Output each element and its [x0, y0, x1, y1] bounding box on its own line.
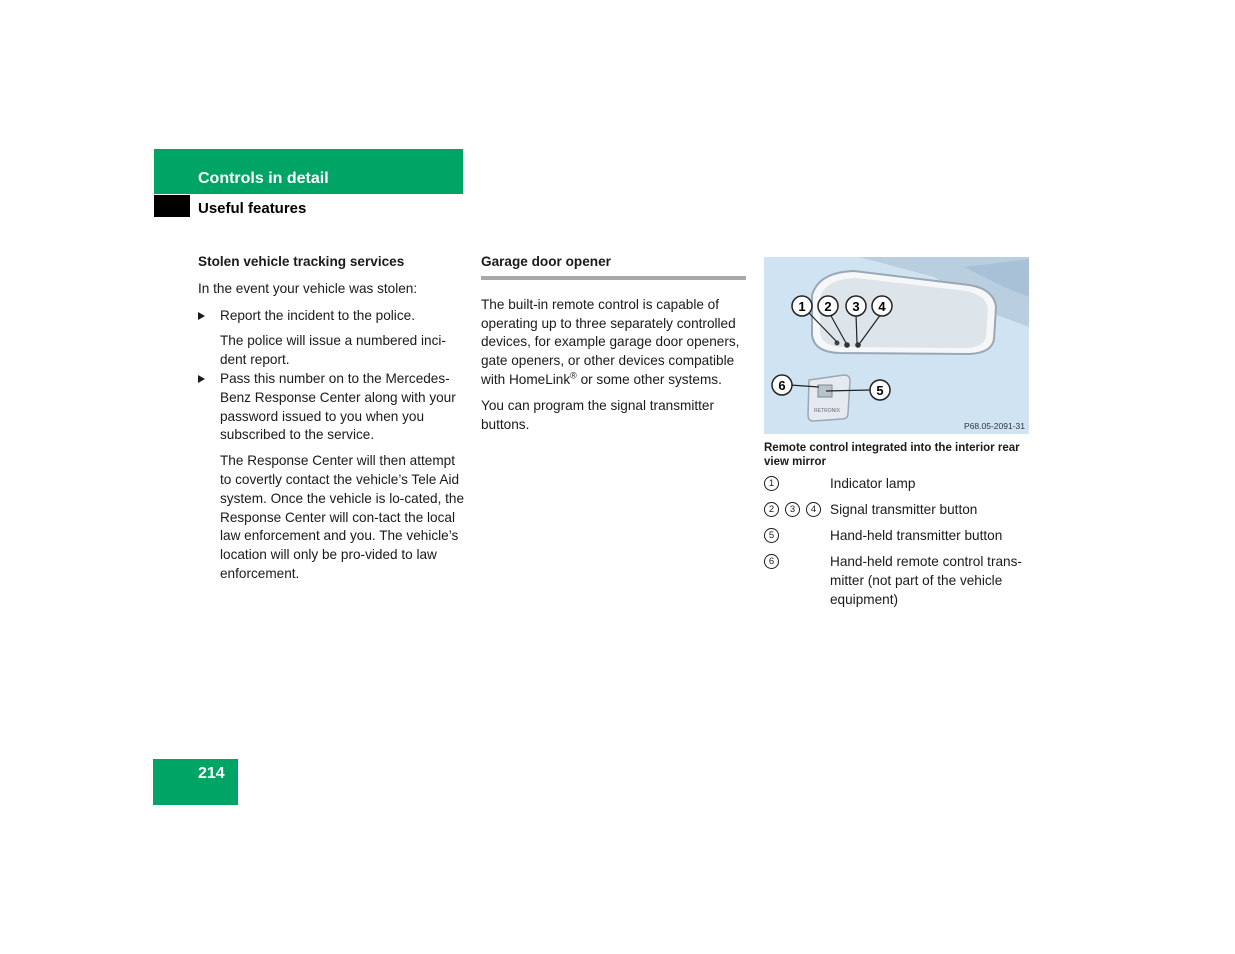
svg-text:5: 5	[876, 383, 884, 398]
callout-number: 1	[764, 476, 779, 491]
svg-text:6: 6	[778, 378, 786, 393]
callout-6	[772, 375, 792, 395]
bullet-text: Report the incident to the police.	[220, 307, 415, 323]
svg-text:3: 3	[852, 299, 860, 314]
garage-paragraph: You can program the signal transmitter buttons.	[481, 397, 714, 432]
callout-number: 4	[806, 502, 821, 517]
remote-control-icon	[808, 375, 850, 421]
garage-paragraph: The built-in remote control is capable of operating up to three separately controlled devices, for example garage door openers, gate openers, or other devices compatible with HomeLink® or some other systems.	[481, 296, 740, 387]
section-subtitle: Useful features	[198, 200, 307, 217]
garage-heading: Garage door opener	[481, 253, 746, 280]
callout-number: 2	[764, 502, 779, 517]
svg-text:2: 2	[824, 299, 832, 314]
legend-text: Indicator lamp	[830, 476, 916, 491]
section-title: Controls in detail	[198, 170, 329, 187]
legend-text: Hand-held transmitter button	[830, 528, 1003, 543]
legend-row	[764, 501, 1039, 520]
callout-number: 6	[764, 554, 779, 569]
bullet-arrow-icon	[198, 375, 205, 383]
subheader-marker	[154, 195, 190, 217]
callout-number: 3	[785, 502, 800, 517]
callout-1	[792, 296, 812, 316]
callout-3	[846, 296, 866, 316]
callout-number: 5	[764, 528, 779, 543]
legend-row	[764, 553, 1039, 609]
legend-text: Hand-held remote control trans-mitter (not part of the vehicle equipment)	[830, 554, 1022, 607]
svg-text:RETRONIX: RETRONIX	[814, 408, 840, 414]
garage-door-column	[481, 253, 746, 441]
callout-4	[872, 296, 892, 316]
svg-text:4: 4	[878, 299, 886, 314]
callout-2	[818, 296, 838, 316]
page-number: 214	[198, 765, 225, 782]
bullet-text: Pass this number on to the Mercedes-Benz Response Center along with your password issued to you when you subscribed to the service.	[220, 370, 456, 443]
legend-row	[764, 527, 1039, 546]
mirror-illustration	[764, 257, 1029, 434]
bullet-arrow-icon	[198, 312, 205, 320]
stolen-intro: In the event your vehicle was stolen:	[198, 280, 418, 296]
bullet-note: The police will issue a numbered inci-dent report.	[220, 333, 446, 368]
bullet-note: The Response Center will then attempt to covertly contact the vehicle’s Tele Aid system. Once the vehicle is lo-cated, the Response Center will con-tact the local law enforcement and you. The vehicle’s location will only be pro-vided to law enforcement.	[220, 453, 465, 581]
figure-caption: Remote control integrated into the interior rear view mirror	[764, 442, 1020, 468]
figure-code: P68.05-2091-31	[964, 421, 1025, 431]
legend-row	[764, 475, 1039, 494]
stolen-heading: Stolen vehicle tracking services	[198, 254, 405, 269]
legend-text: Signal transmitter button	[830, 502, 978, 517]
bullet-item	[198, 370, 468, 445]
page-number-tab	[153, 759, 238, 805]
svg-text:1: 1	[798, 299, 806, 314]
stolen-vehicle-column	[198, 253, 468, 584]
figure-legend	[764, 475, 1039, 616]
registered-mark: ®	[570, 370, 577, 381]
bullet-item	[198, 307, 468, 326]
callout-5	[870, 380, 890, 400]
